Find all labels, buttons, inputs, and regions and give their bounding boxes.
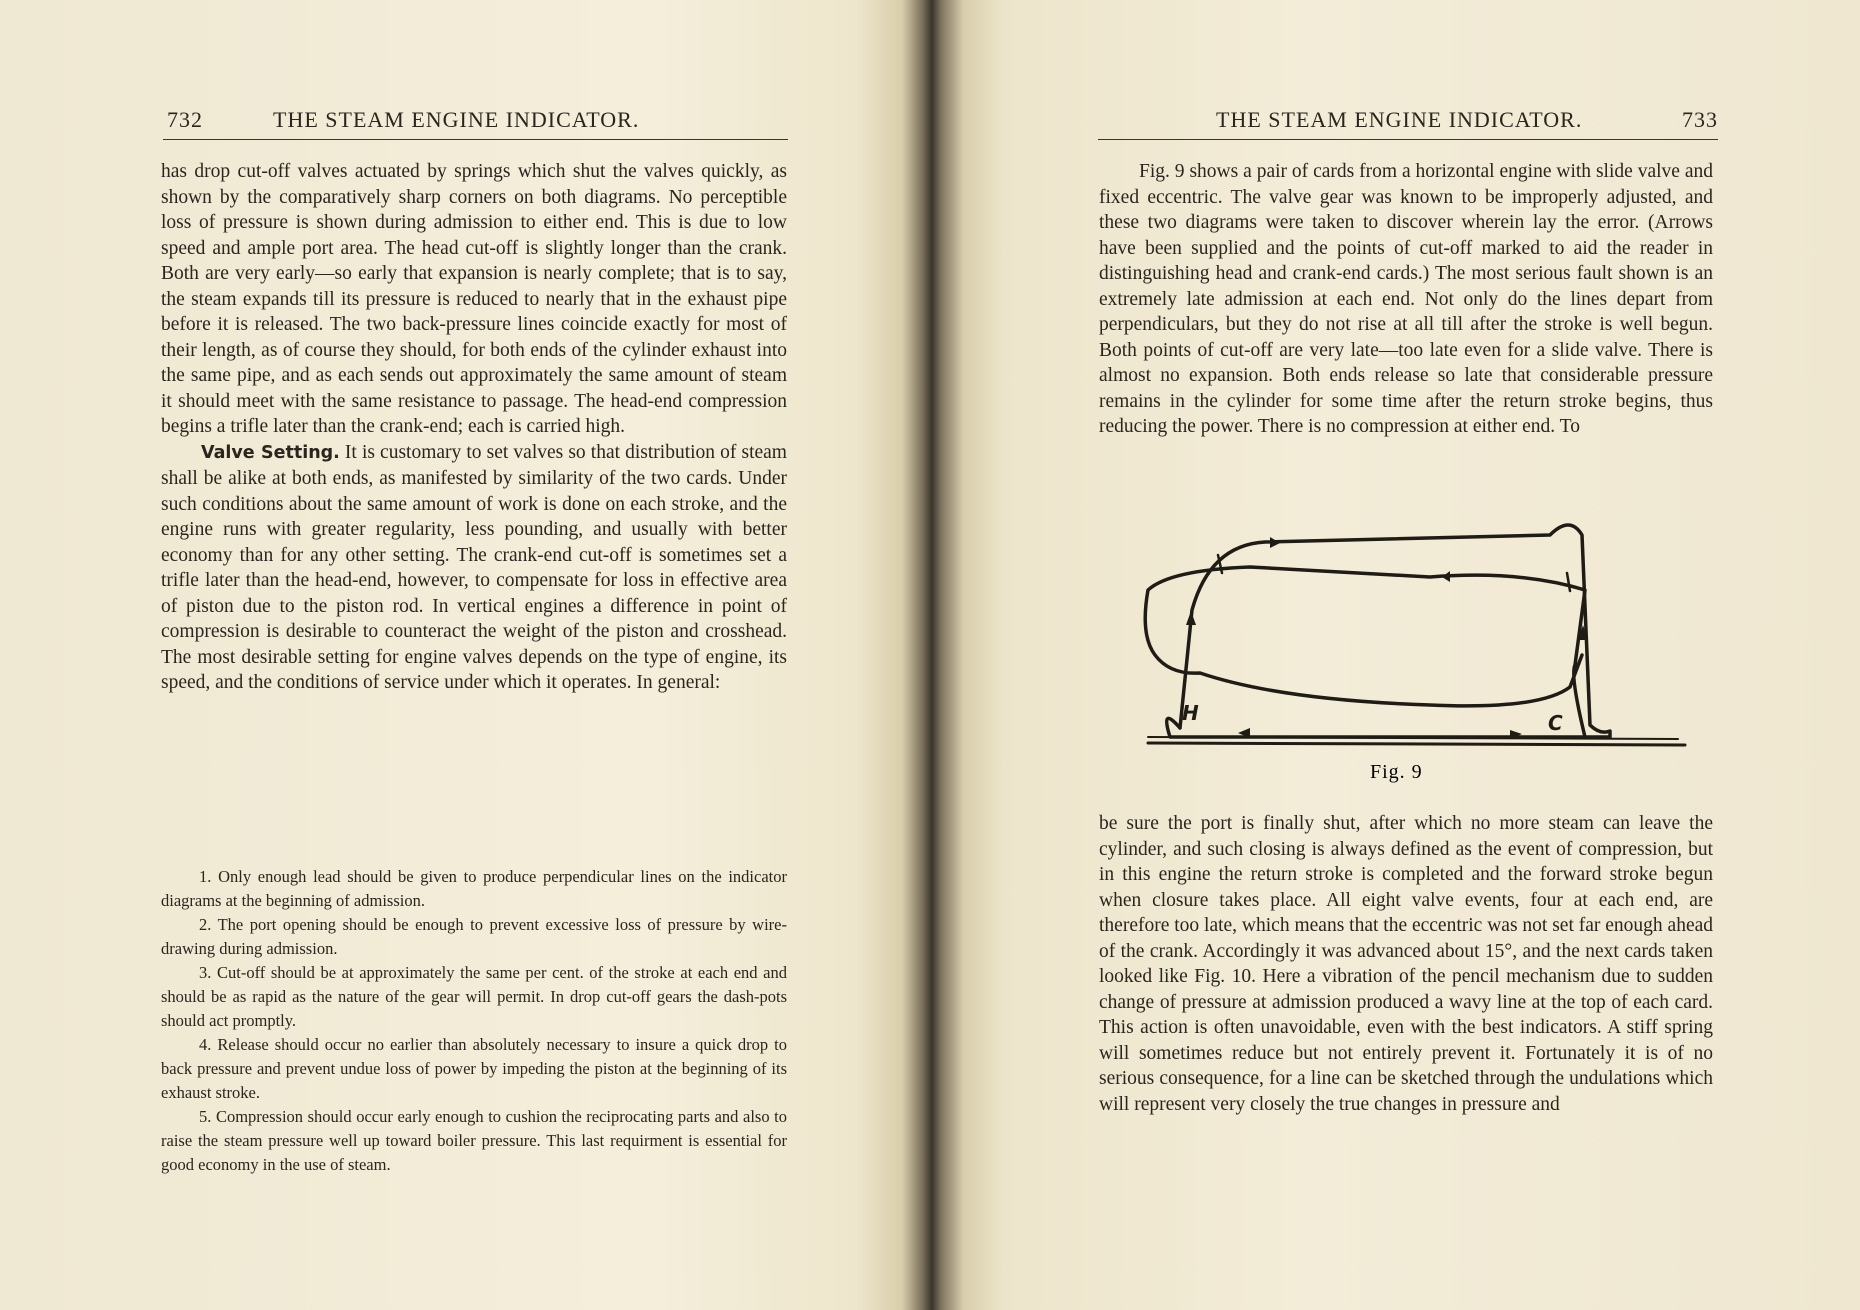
indicator-diagram-figure [1130,515,1690,755]
arrow-top-left [1270,537,1280,548]
arrow-top-right [1442,571,1450,582]
section-heading-valve-setting: Valve Setting. [201,442,340,463]
left-paragraph-1: has drop cut-off valves actuated by springs which shut the valves quickly, as shown by the comparatively sharp corners on both diagrams. No perceptible loss of pressure is shown during admission to either end. This is due to low speed and ample port area. The head cut-off is slightly longer than the crank. Both are very early—so early that expansion is nearly complete; that is to say, the steam expands till its pressure is reduced to nearly that in the exhaust pipe before it is released. The two back-pressure lines coincide exactly for most of their length, as of course they should, for both ends of the cylinder exhaust into the same pipe, and as each sends out approximately the same amount of steam it should meet with the same resistance to passage. The head-end compression begins a trifle later than the crank-end; each is carried high. [161,161,787,437]
list-item: 4. Release should occur no earlier than absolutely necessary to insure a quick drop to back pressure and prevent undue loss of power by impeding the piston at the beginning of its exhaust stroke. [161,1035,787,1102]
left-running-header [163,103,788,140]
list-item: 1. Only enough lead should be given to produce perpendicular lines on the indicator diagrams at the beginning of admission. [161,867,787,910]
right-page-number: 733 [1682,107,1718,132]
list-item: 5. Compression should occur early enough to cushion the reciprocating parts and also to raise the steam pressure well up toward boiler pressure. This last requirment is essential for good economy in the use of steam. [161,1107,787,1174]
crank-end-label: C [1548,711,1563,735]
left-paragraph-2 [161,440,787,696]
head-end-label: H [1182,701,1199,725]
right-paragraph-2: be sure the port is finally shut, after which no more steam can leave the cylinder, and such closing is always defined as the event of compression, but in this engine the return stroke is completed and the forward stroke begun when closure takes place. All eight valve events, four at each end, are therefore too late, which means that the eccentric was not set far enough ahead of the crank. Accordingly it was advanced about 15°, and the next cards taken looked like Fig. 10. Here a vibration of the pencil mechanism due to sudden change of pressure at admission produced a wavy line at the top of each card. This action is often unavoidable, even with the best indicators. A stiff spring will sometimes reduce but not entirely prevent it. Fortunately it is of no serious consequence, for a line can be sketched through the undulations which will represent very closely the true changes in pressure and [1099,813,1713,1115]
right-body-text-bottom [1099,811,1713,1117]
right-paragraph-1: Fig. 9 shows a pair of cards from a horizontal engine with slide valve and fixed eccentric. The valve gear was known to be improperly adjusted, and these two diagrams were taken to discover wherein lay the error. (Arrows have been supplied and the points of cut-off marked to aid the reader in distinguishing head and crank-end cards.) The most serious fault shown is an extremely late admission at each end. Not only do the lines depart from perpendiculars, but they do not rise at all till after the stroke is well begun. Both points of cut-off are very late—too late even for a slide valve. There is almost no expansion. Both ends release so late that considerable pressure remains in the cylinder for some time after the return stroke begins, thus reducing the power. There is no compression at either end. To [1099,161,1713,437]
atmospheric-line [1148,743,1685,745]
right-running-header [1098,103,1718,140]
list-item: 3. Cut-off should be at approximately the same per cent. of the stroke at each end and should be as rapid as the nature of the gear will permit. In drop cut-off gears the dash-pots should act promptly. [161,963,787,1030]
valve-setting-rules-list [161,865,787,1177]
crank-end-card [1145,567,1585,737]
right-running-title: THE STEAM ENGINE INDICATOR. [1216,107,1583,132]
left-page-number: 732 [167,107,203,132]
figure-caption: Fig. 9 [1370,761,1423,783]
left-running-title: THE STEAM ENGINE INDICATOR. [273,107,640,132]
right-body-text-top [1099,159,1713,440]
left-page [0,0,910,1310]
left-body-text [161,159,787,696]
list-item: 2. The port opening should be enough to prevent excessive loss of pressure by wire-drawing during admission. [161,915,787,958]
arrow-head-up [1186,611,1196,625]
left-paragraph-2-text: It is customary to set valves so that distribution of steam shall be alike at both ends, as manifested by similarity of the two cards. Under such conditions about the same amount of work is done on each stroke, and the engine runs with greater regularity, less pounding, and usually with better economy than for any other setting. The crank-end cut-off is sometimes set a trifle later than the head-end, however, to compensate for loss in effective area of piston due to the piston rod. In vertical engines a difference in point of compression is desirable to counteract the weight of the piston and crosshead. The most desirable setting for engine valves depends on the type of engine, its speed, and the conditions of service under which it operates. In general: [161,441,787,693]
cutoff-mark-crank [1567,573,1570,591]
head-end-card [1167,525,1610,737]
